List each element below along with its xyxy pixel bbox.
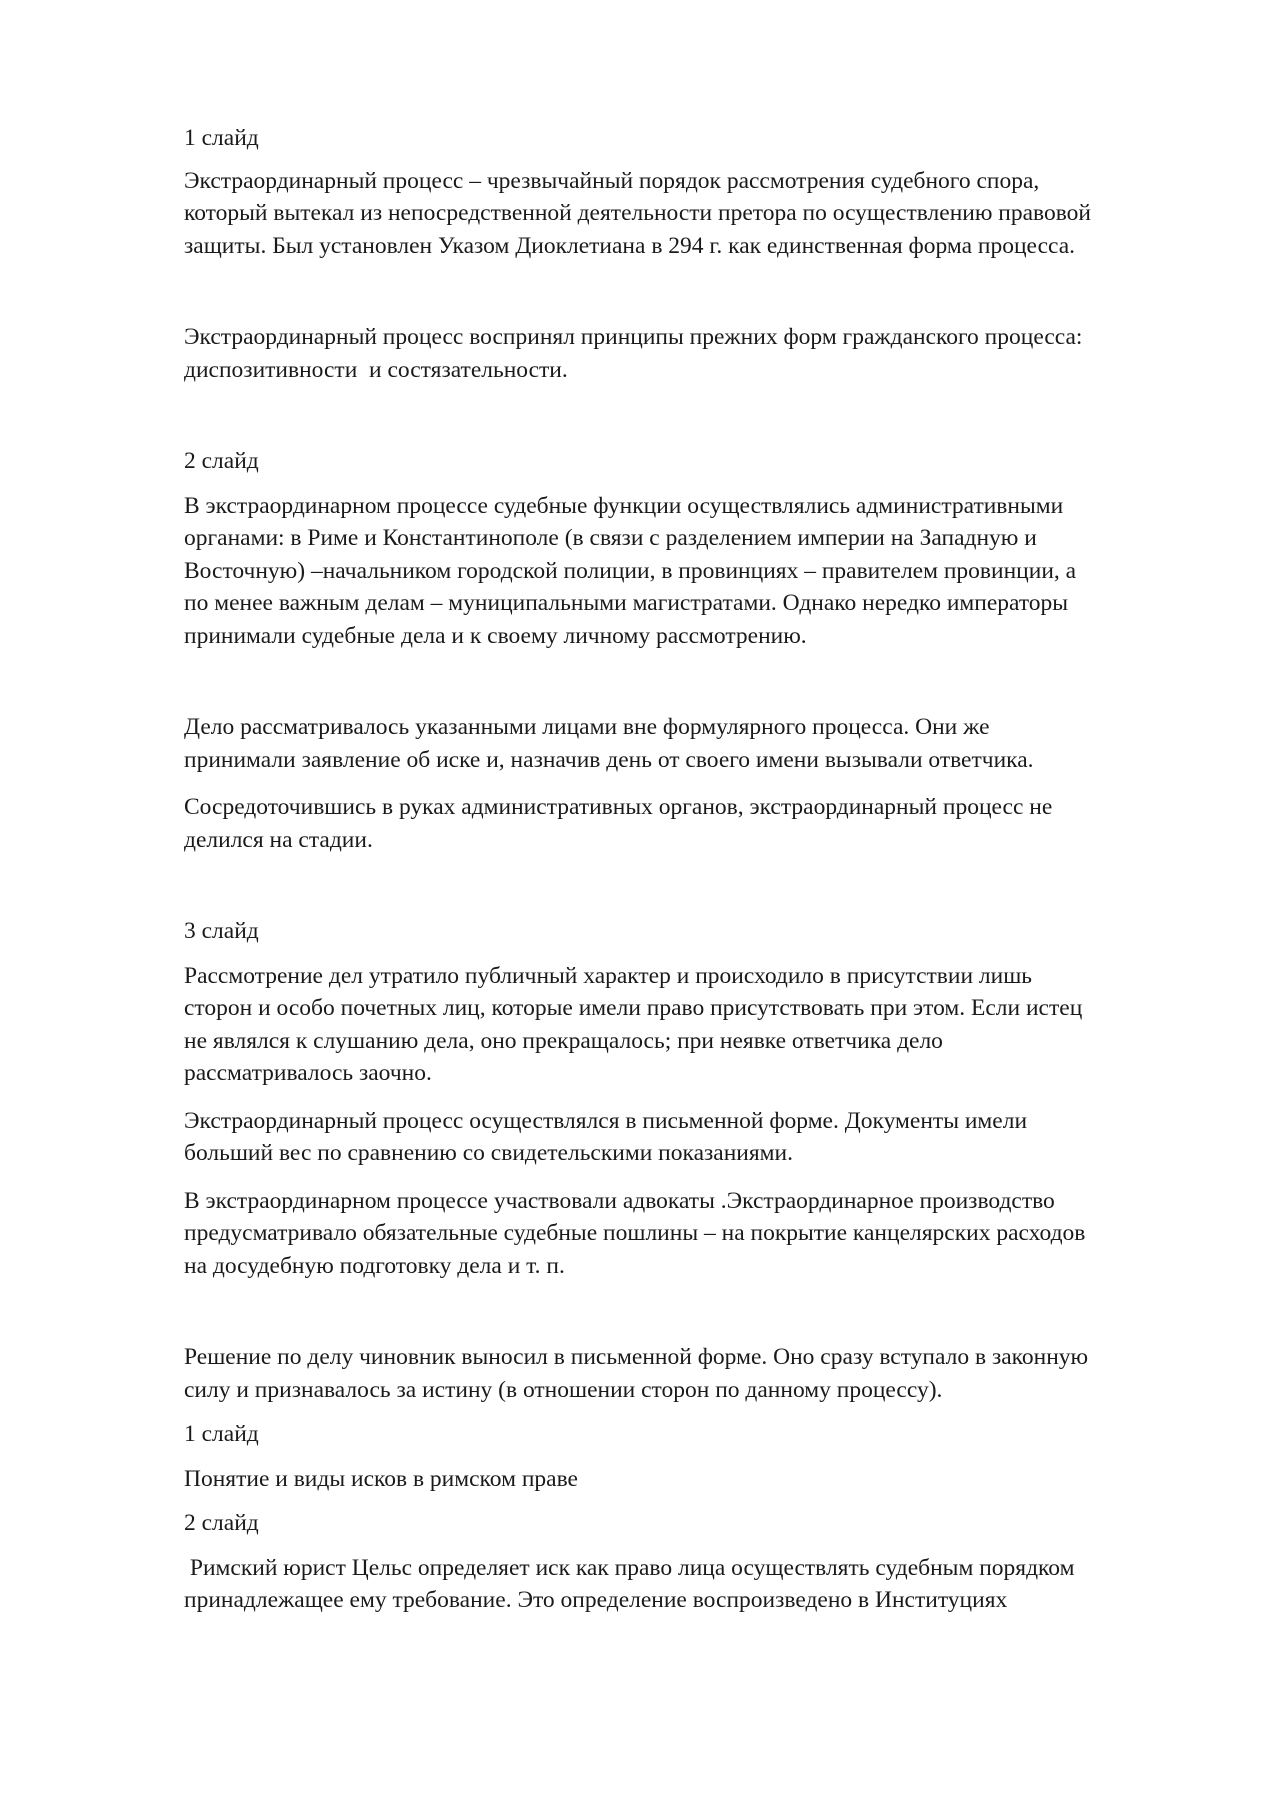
- paragraph: [184, 490, 1184, 653]
- slide-heading: [184, 1418, 1184, 1451]
- text-line: диспозитивности и состязательности.: [184, 356, 568, 383]
- text-line: Экстраординарный процесс воспринял принципы прежних форм гражданского процесса:: [184, 324, 1083, 350]
- text-line: В экстраординарном процессе судебные функции осуществлялись административными: [184, 492, 1064, 519]
- text-line: делился на стадии.: [184, 826, 373, 853]
- text-line: Римский юрист Цельс определяет иск как право лица осуществлять судебным порядком: [184, 1554, 1075, 1581]
- text-line: предусматривало обязательные судебные пошлины – на покрытие канцелярских расходов: [184, 1220, 1086, 1246]
- text-line: Сосредоточившись в руках административных органов, экстраординарный процесс не: [184, 794, 1053, 820]
- text-line: Дело рассматривалось указанными лицами вне формулярного процесса. Они же: [184, 714, 990, 740]
- text-line: 1 слайд: [184, 1421, 259, 1447]
- text-line: сторон и особо почетных лиц, которые имели право присутствовать при этом. Если истец: [184, 995, 1083, 1021]
- text-line: принимали судебные дела и к своему личному рассмотрению.: [184, 622, 807, 649]
- text-line: Рассмотрение дел утратило публичный характер и происходило в присутствии лишь: [184, 962, 1033, 989]
- text-line: Экстраординарный процесс осуществлялся в письменной форме. Документы имели: [184, 1107, 1028, 1134]
- paragraph: [184, 1105, 1184, 1170]
- paragraph: [184, 1341, 1184, 1406]
- text-line: 2 слайд: [184, 448, 259, 474]
- text-line: органами: в Риме и Константинополе (в связи с разделением империи на Западную и: [184, 525, 1037, 551]
- text-line: Экстраординарный процесс – чрезвычайный порядок рассмотрения судебного спора,: [184, 167, 1040, 194]
- text-line: В экстраординарном процессе участвовали адвокаты .Экстраординарное производство: [184, 1187, 1055, 1214]
- text-line: принимали заявление об иске и, назначив день от своего имени вызывали ответчика.: [184, 746, 1034, 773]
- text-line: рассматривалось заочно.: [184, 1060, 432, 1086]
- text-line: на досудебную подготовку дела и т. п.: [184, 1252, 565, 1279]
- text-line: силу и признавалось за истину (в отношении сторон по данному процессу).: [184, 1376, 943, 1403]
- slide-heading: [184, 445, 1184, 478]
- paragraph: [184, 1552, 1184, 1617]
- slide-heading: [184, 1507, 1184, 1540]
- text-line: защиты. Был установлен Указом Диоклетиана в 294 г. как единственная форма процесса.: [184, 232, 1076, 259]
- paragraph: [184, 960, 1184, 1090]
- paragraph: [184, 1185, 1184, 1283]
- slide-heading: [184, 915, 1184, 948]
- paragraph: [184, 165, 1184, 263]
- text-line: который вытекал из непосредственной деятельности претора по осуществлению правовой: [184, 200, 1091, 226]
- text-line: больший вес по сравнению со свидетельскими показаниями.: [184, 1140, 793, 1166]
- text-line: по менее важным делам – муниципальными магистратами. Однако нередко императоры: [184, 590, 1069, 616]
- text-line: Решение по делу чиновник выносил в письменной форме. Оно сразу вступало в законную: [184, 1344, 1089, 1370]
- paragraph: [184, 791, 1184, 856]
- paragraph: [184, 321, 1184, 386]
- text-line: принадлежащее ему требование. Это определение воспроизведено в Институциях: [184, 1587, 1008, 1613]
- paragraph: [184, 711, 1184, 776]
- document-page: [184, 122, 1184, 1617]
- text-line: Понятие и виды исков в римском праве: [184, 1465, 578, 1492]
- text-line: 1 слайд: [184, 125, 259, 151]
- text-line: 3 слайд: [184, 918, 259, 944]
- text-line: не являлся к слушанию дела, оно прекращалось; при неявке ответчика дело: [184, 1027, 943, 1054]
- text-line: 2 слайд: [184, 1510, 259, 1536]
- text-line: Восточную) –начальником городской полиции, в провинциях – правителем провинции, а: [184, 557, 1077, 584]
- section-title: [184, 1463, 1184, 1496]
- slide-heading: [184, 122, 1184, 155]
